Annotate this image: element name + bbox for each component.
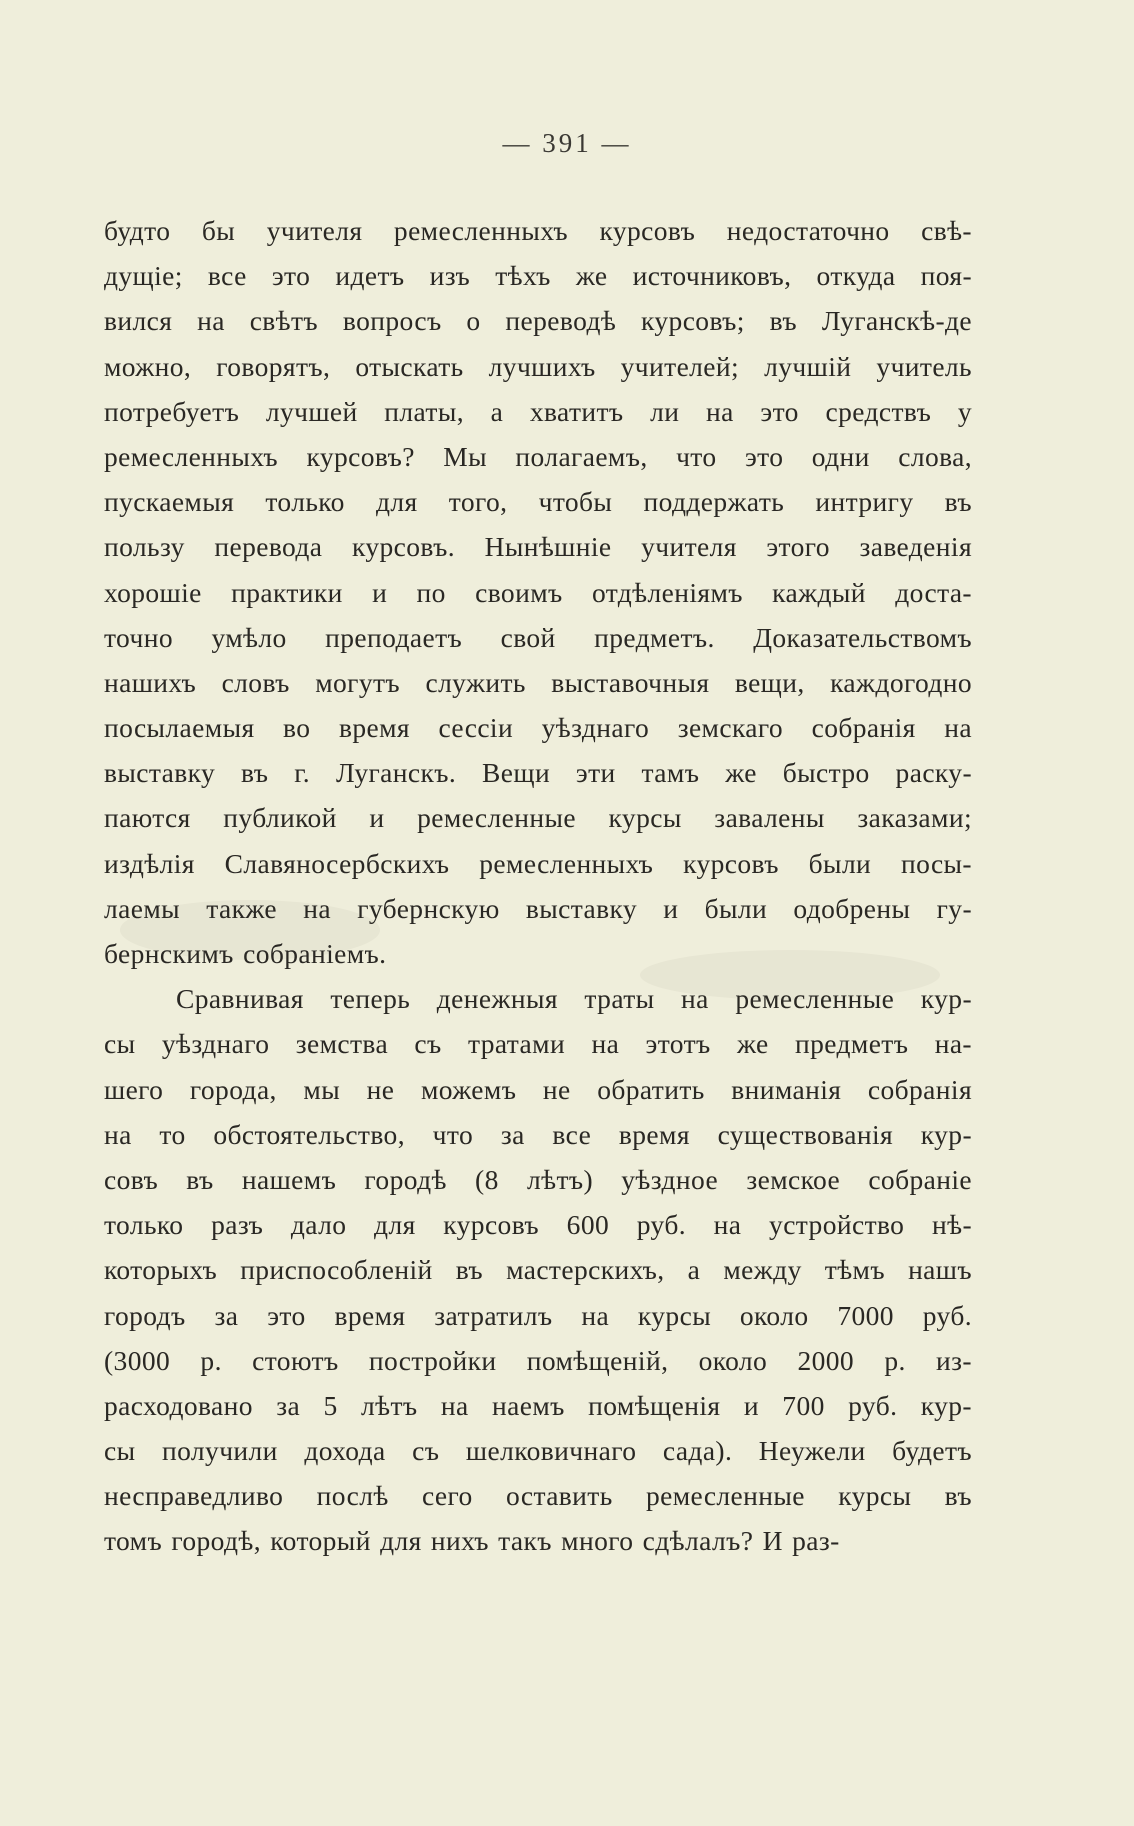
text-line: лаемы также на губернскую выставку и были одобрены гу- [104,892,972,924]
text-line: расходовано за 5 лѣтъ на наемъ помѣщенія и 700 руб. кур- [104,1389,972,1421]
text-line: издѣлія Славяносербскихъ ремесленныхъ курсовъ были посы- [104,847,972,879]
text-line: вился на свѣтъ вопросъ о переводѣ курсовъ; въ Луганскѣ-де [104,305,972,337]
text-line: нашихъ словъ могутъ служить выставочныя вещи, каждогодно [104,666,972,698]
text-line: хорошіе практики и по своимъ отдѣленіямъ каждый доста- [104,576,972,608]
text-line: пользу перевода курсовъ. Нынѣшніе учителя этого заведенія [104,531,972,563]
text-line: можно, говорятъ, отыскать лучшихъ учителей; лучшій учитель [104,350,972,382]
text-line: городъ за это время затратилъ на курсы около 7000 руб. [104,1299,972,1331]
text-line: томъ городѣ, который для нихъ такъ много сдѣлалъ? И раз- [104,1525,840,1557]
text-line: сы уѣзднаго земства съ тратами на этотъ же предметъ на- [104,1028,972,1060]
text-line: дущіе; все это идетъ изъ тѣхъ же источниковъ, откуда поя- [104,260,972,292]
text-line: которыхъ приспособленій въ мастерскихъ, а между тѣмъ нашъ [104,1254,972,1286]
text-line: ремесленныхъ курсовъ? Мы полагаемъ, что это одни слова, [104,440,972,472]
text-line: шего города, мы не можемъ не обратить вниманія собранія [104,1073,972,1105]
page-number: — 391 — [502,128,632,158]
text-line: несправедливо послѣ сего оставить ремесленные курсы въ [104,1480,972,1512]
text-line: только разъ дало для курсовъ 600 руб. на устройство нѣ- [104,1209,972,1241]
text-line: на то обстоятельство, что за все время существованія кур- [104,1118,972,1150]
paragraph [104,208,972,976]
text-line: пускаемыя только для того, чтобы поддержать интригу въ [104,486,972,518]
text-line: совъ въ нашемъ городѣ (8 лѣтъ) уѣздное земское собраніе [104,1163,972,1195]
text-line: паются публикой и ремесленные курсы завалены заказами; [104,802,972,834]
text-line: будто бы учителя ремесленныхъ курсовъ недостаточно свѣ- [104,215,972,246]
text-line: выставку въ г. Луганскъ. Вещи эти тамъ же быстро раску- [104,757,972,789]
text-line: Сравнивая теперь денежныя траты на ремесленные кур- [176,983,972,1015]
paragraph [104,976,972,1563]
text-line: потребуетъ лучшей платы, а хватитъ ли на это средствъ у [104,395,972,427]
text-line: сы получили дохода съ шелковичнаго сада). Неужели будетъ [104,1435,972,1467]
text-line: бернскимъ собраніемъ. [104,938,387,969]
body-text [104,208,972,1564]
text-line: (3000 р. стоютъ постройки помѣщеній, около 2000 р. из- [104,1344,972,1376]
text-line: посылаемыя во время сессіи уѣзднаго земскаго собранія на [104,712,972,744]
text-line: точно умѣло преподаетъ свой предметъ. Доказательствомъ [104,621,972,653]
